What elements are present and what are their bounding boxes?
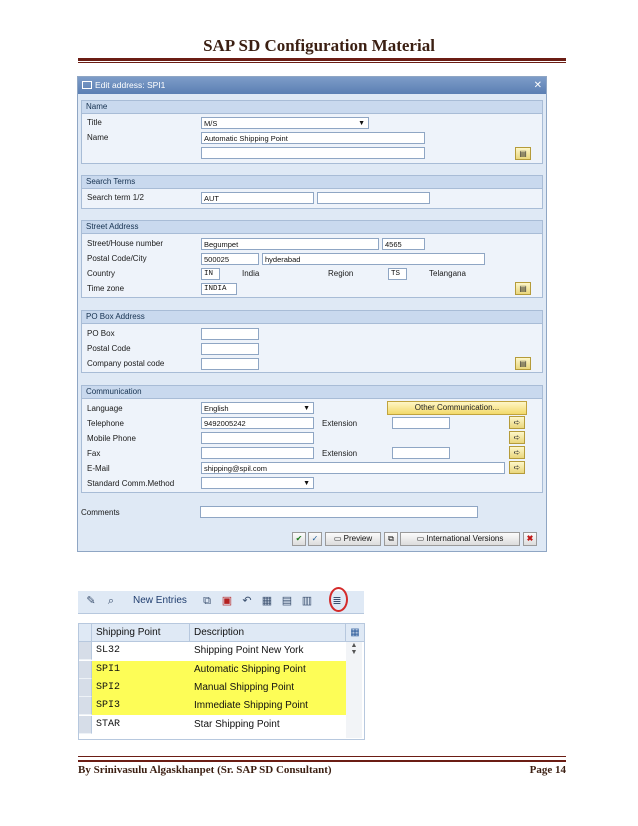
telephone-input[interactable]: 9492005242 xyxy=(201,417,314,429)
page-number: Page 14 xyxy=(529,764,566,776)
preview-button[interactable] xyxy=(325,532,381,546)
pobox-input[interactable] xyxy=(201,328,259,340)
chevron-down-icon: ▼ xyxy=(303,405,310,412)
country-code-input[interactable]: IN xyxy=(201,268,220,280)
international-versions-button[interactable] xyxy=(400,532,520,546)
email-input[interactable]: shipping@spil.com xyxy=(201,462,505,474)
name-label: Name xyxy=(87,133,109,142)
cancel-icon: ✖ xyxy=(526,534,534,543)
chevron-down-icon: ▼ xyxy=(358,120,365,127)
scroll-up-icon[interactable]: ▲ xyxy=(350,642,358,649)
postal-city-label: Postal Code/City xyxy=(87,254,147,263)
mobile-more-button[interactable] xyxy=(509,431,525,444)
find-icon[interactable]: ⌕ xyxy=(107,595,115,607)
description-cell[interactable]: Immediate Shipping Point xyxy=(194,700,308,711)
comments-label: Comments xyxy=(81,508,120,517)
check-shield-icon: ✓ xyxy=(311,534,319,543)
row-selector[interactable] xyxy=(79,716,92,734)
search-term-2-input[interactable] xyxy=(317,192,430,204)
pobox-group xyxy=(81,310,543,373)
more-fields-icon: ▤ xyxy=(519,359,527,368)
search-terms-header: Search Terms xyxy=(82,176,542,189)
language-dropdown[interactable] xyxy=(201,402,314,414)
email-more-button[interactable] xyxy=(509,461,525,474)
new-entries-button[interactable]: New Entries xyxy=(133,595,187,606)
footer-rule-thin xyxy=(78,756,566,757)
name-input[interactable]: Automatic Shipping Point xyxy=(201,132,425,144)
highlight-circle xyxy=(329,587,348,612)
table-settings-icon[interactable]: ▦ xyxy=(346,624,364,642)
company-postal-input[interactable] xyxy=(201,358,259,370)
fax-more-button[interactable] xyxy=(509,446,525,459)
timezone-label: Time zone xyxy=(87,284,125,293)
document-title: SAP SD Configuration Material xyxy=(203,36,435,55)
region-name: Telangana xyxy=(429,269,466,278)
row-selector[interactable] xyxy=(79,661,92,679)
arrow-right-icon: ➪ xyxy=(513,448,521,457)
deselect-all-icon[interactable]: ▥ xyxy=(301,595,313,607)
communication-group xyxy=(81,385,543,493)
print-preview-icon: ▭ xyxy=(333,534,344,543)
description-cell[interactable]: Shipping Point New York xyxy=(194,645,304,656)
row-selector[interactable] xyxy=(79,679,92,697)
header-rule-thin xyxy=(78,62,566,63)
language-label: Language xyxy=(87,404,123,413)
language-value: English xyxy=(204,404,229,413)
city-input[interactable]: hyderabad xyxy=(262,253,485,265)
column-header-description[interactable]: Description xyxy=(190,624,346,642)
select-all-icon[interactable]: ▦ xyxy=(261,595,273,607)
shipping-point-cell[interactable]: STAR xyxy=(96,719,121,730)
scroll-down-icon[interactable]: ▼ xyxy=(350,649,358,656)
edit-window-icon xyxy=(82,81,92,89)
select-block-icon[interactable]: ▤ xyxy=(281,595,293,607)
street-input[interactable]: Begumpet xyxy=(201,238,379,250)
shipping-point-cell[interactable]: SL32 xyxy=(96,645,121,656)
house-number-input[interactable]: 4565 xyxy=(382,238,425,250)
header-rule xyxy=(78,58,566,61)
delete-icon[interactable]: ▣ xyxy=(221,595,233,607)
confirm-button[interactable] xyxy=(292,532,306,546)
region-label: Region xyxy=(328,269,354,278)
region-code-input[interactable]: TS xyxy=(388,268,407,280)
shipping-point-table xyxy=(78,623,365,740)
street-label: Street/House number xyxy=(87,239,164,248)
international-versions-label: International Versions xyxy=(426,534,504,543)
mobile-input[interactable] xyxy=(201,432,314,444)
fax-extension-label: Extension xyxy=(322,449,358,458)
title-label: Title xyxy=(87,118,102,127)
fax-extension-input[interactable] xyxy=(392,447,450,459)
footer-rule xyxy=(78,760,566,762)
name-group-header: Name xyxy=(82,101,542,114)
arrow-right-icon: ➪ xyxy=(513,433,521,442)
copy-as-icon[interactable]: ⧉ xyxy=(203,595,211,607)
email-label: E-Mail xyxy=(87,464,110,473)
more-fields-button[interactable] xyxy=(515,147,531,160)
country-name: India xyxy=(242,269,260,278)
dialog-titlebar xyxy=(78,77,546,94)
row-selector[interactable] xyxy=(79,642,92,660)
description-cell[interactable]: Automatic Shipping Point xyxy=(194,664,306,675)
print-icon[interactable]: ≣ xyxy=(332,595,342,607)
postal-code-input[interactable]: 500025 xyxy=(201,253,259,265)
pobox-postal-label: Postal Code xyxy=(87,344,131,353)
street-more-button[interactable] xyxy=(515,282,531,295)
pobox-header: PO Box Address xyxy=(82,311,542,324)
title-value: M/S xyxy=(204,119,218,128)
display-change-icon[interactable]: ✎ xyxy=(86,595,96,607)
chevron-down-icon: ▼ xyxy=(303,480,310,487)
arrow-right-icon: ➪ xyxy=(513,463,521,472)
pobox-label: PO Box xyxy=(87,329,115,338)
versions-icon: ▭ xyxy=(416,534,427,543)
shipping-point-cell[interactable]: SPI3 xyxy=(96,700,121,711)
preview-label: Preview xyxy=(343,534,373,543)
telephone-label: Telephone xyxy=(87,419,124,428)
std-comm-dropdown[interactable] xyxy=(201,477,314,489)
cancel-button[interactable] xyxy=(523,532,537,546)
undo-change-icon[interactable]: ↶ xyxy=(242,595,252,607)
shipping-point-cell[interactable]: SPI2 xyxy=(96,682,121,693)
description-cell[interactable]: Star Shipping Point xyxy=(194,719,280,730)
select-all-cell[interactable] xyxy=(79,624,92,642)
row-selector[interactable] xyxy=(79,697,92,715)
description-cell[interactable]: Manual Shipping Point xyxy=(194,682,295,693)
fax-label: Fax xyxy=(87,449,101,458)
arrow-right-icon: ➪ xyxy=(513,418,521,427)
timezone-input[interactable]: INDIA xyxy=(201,283,237,295)
search-term-1-input[interactable]: AUT xyxy=(201,192,314,204)
extension-label: Extension xyxy=(322,419,358,428)
edit-address-dialog xyxy=(77,76,547,552)
check-entries-button[interactable] xyxy=(308,532,322,546)
column-header-shipping-point[interactable]: Shipping Point xyxy=(92,624,190,642)
comments-input[interactable] xyxy=(200,506,478,518)
title-dropdown[interactable] xyxy=(201,117,369,129)
mobile-label: Mobile Phone xyxy=(87,434,136,443)
street-address-header: Street Address xyxy=(82,221,542,234)
dialog-title: Edit address: SPI1 xyxy=(95,80,166,90)
list-toolbar xyxy=(78,591,364,614)
company-postal-label: Company postal code xyxy=(87,359,165,368)
close-icon[interactable]: ✕ xyxy=(533,80,542,91)
pobox-more-button[interactable] xyxy=(515,357,531,370)
fax-input[interactable] xyxy=(201,447,314,459)
name2-input[interactable] xyxy=(201,147,425,159)
more-fields-icon: ▤ xyxy=(519,149,527,158)
author-credit: By Srinivasulu Algaskhanpet (Sr. SAP SD Consultant) xyxy=(78,764,332,776)
country-label: Country xyxy=(87,269,116,278)
search-term-label: Search term 1/2 xyxy=(87,193,144,202)
check-icon: ✔ xyxy=(295,534,303,543)
copy-button[interactable] xyxy=(384,532,398,546)
extension-input[interactable] xyxy=(392,417,450,429)
dialog-footer xyxy=(78,529,546,549)
name-group xyxy=(81,100,543,164)
pobox-postal-input[interactable] xyxy=(201,343,259,355)
more-fields-icon: ▤ xyxy=(519,284,527,293)
communication-header: Communication xyxy=(82,386,542,399)
street-address-group xyxy=(81,220,543,298)
other-communication-button[interactable]: Other Communication... xyxy=(387,401,527,415)
vertical-scrollbar[interactable] xyxy=(346,642,362,738)
telephone-more-button[interactable] xyxy=(509,416,525,429)
shipping-point-cell[interactable]: SPI1 xyxy=(96,664,121,675)
std-comm-label: Standard Comm.Method xyxy=(87,479,175,488)
copy-icon: ⧉ xyxy=(388,534,394,543)
search-terms-group xyxy=(81,175,543,209)
